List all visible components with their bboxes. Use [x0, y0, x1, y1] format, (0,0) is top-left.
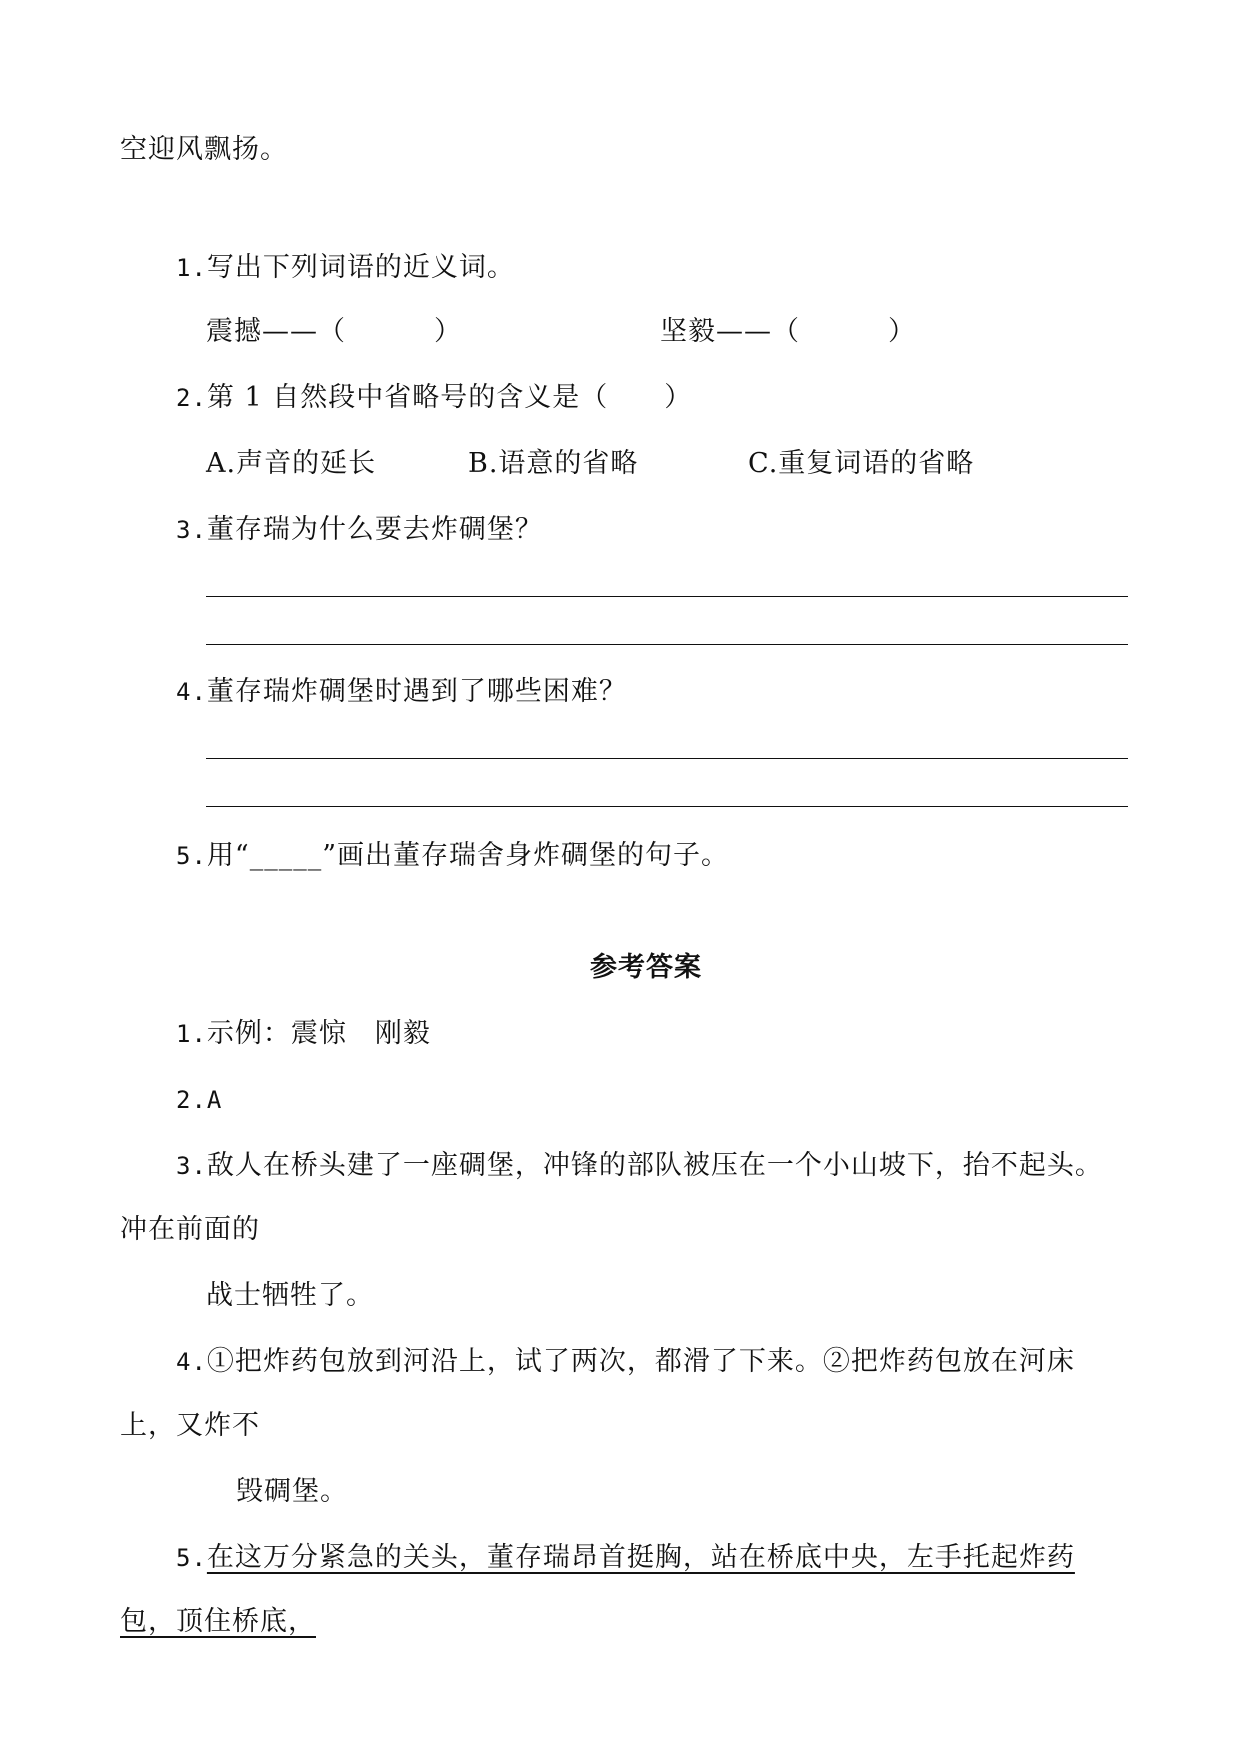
answer-3-continued: 冲在前面的	[120, 1214, 260, 1245]
question-number: 1.	[176, 254, 207, 282]
answer-4-continued: 上，又炸不	[120, 1410, 260, 1441]
answer-5	[176, 1540, 1075, 1576]
answer-1	[176, 1016, 431, 1052]
answer-2	[176, 1082, 222, 1118]
answer-text: 敌人在桥头建了一座碉堡，冲锋的部队被压在一个小山坡下，抬不起头。	[206, 1150, 1103, 1181]
answer-number: 2.	[176, 1086, 207, 1114]
paren-close: ）	[888, 316, 916, 347]
answer-line	[206, 644, 1128, 645]
question-number: 3.	[176, 516, 207, 544]
answer-line	[206, 758, 1128, 759]
answer-4-continued: 毁碉堡。	[236, 1476, 348, 1507]
synonym-word: 震撼——（	[206, 316, 346, 347]
answer-text: 示例：震惊 刚毅	[206, 1018, 431, 1049]
passage-tail: 空迎风飘扬。	[120, 134, 288, 165]
question-4	[176, 674, 627, 710]
answer-line	[206, 806, 1128, 807]
question-number: 5.	[176, 842, 207, 870]
synonym-word: 坚毅——（	[660, 316, 800, 347]
question-5	[176, 838, 729, 874]
option-a: A.声音的延长	[206, 448, 377, 479]
answer-5-continued: 包，顶住桥底，	[120, 1606, 316, 1637]
answers-title: 参考答案	[590, 952, 702, 983]
question-text: 第 1 自然段中省略号的含义是（ ）	[206, 382, 693, 413]
answer-3-continued: 战士牺牲了。	[206, 1280, 374, 1311]
question-1	[176, 250, 515, 286]
question-2	[176, 380, 692, 416]
answer-text: A	[206, 1086, 223, 1114]
answer-number: 3.	[176, 1152, 207, 1180]
synonym-blank-2	[660, 314, 916, 350]
question-text: 写出下列词语的近义词。	[206, 252, 515, 283]
question-text: 用“_____”画出董存瑞舍身炸碉堡的句子。	[206, 840, 730, 871]
answer-number: 1.	[176, 1020, 207, 1048]
question-number: 4.	[176, 678, 207, 706]
answer-text: ①把炸药包放到河沿上，试了两次，都滑了下来。②把炸药包放在河床	[206, 1346, 1075, 1377]
question-3	[176, 512, 543, 548]
option-b: B.语意的省略	[468, 448, 639, 479]
answer-line	[206, 596, 1128, 597]
question-text: 董存瑞炸碉堡时遇到了哪些困难？	[206, 676, 627, 707]
paren-close: ）	[434, 316, 462, 347]
answer-text: 在这万分紧急的关头，董存瑞昂首挺胸，站在桥底中央，左手托起炸药	[206, 1542, 1075, 1573]
answer-4	[176, 1344, 1075, 1380]
answer-number: 5.	[176, 1544, 207, 1572]
option-c: C.重复词语的省略	[748, 448, 975, 479]
synonym-blank-1	[206, 314, 462, 350]
question-text: 董存瑞为什么要去炸碉堡？	[206, 514, 543, 545]
answer-3	[176, 1148, 1103, 1184]
question-number: 2.	[176, 384, 207, 412]
answer-number: 4.	[176, 1348, 207, 1376]
